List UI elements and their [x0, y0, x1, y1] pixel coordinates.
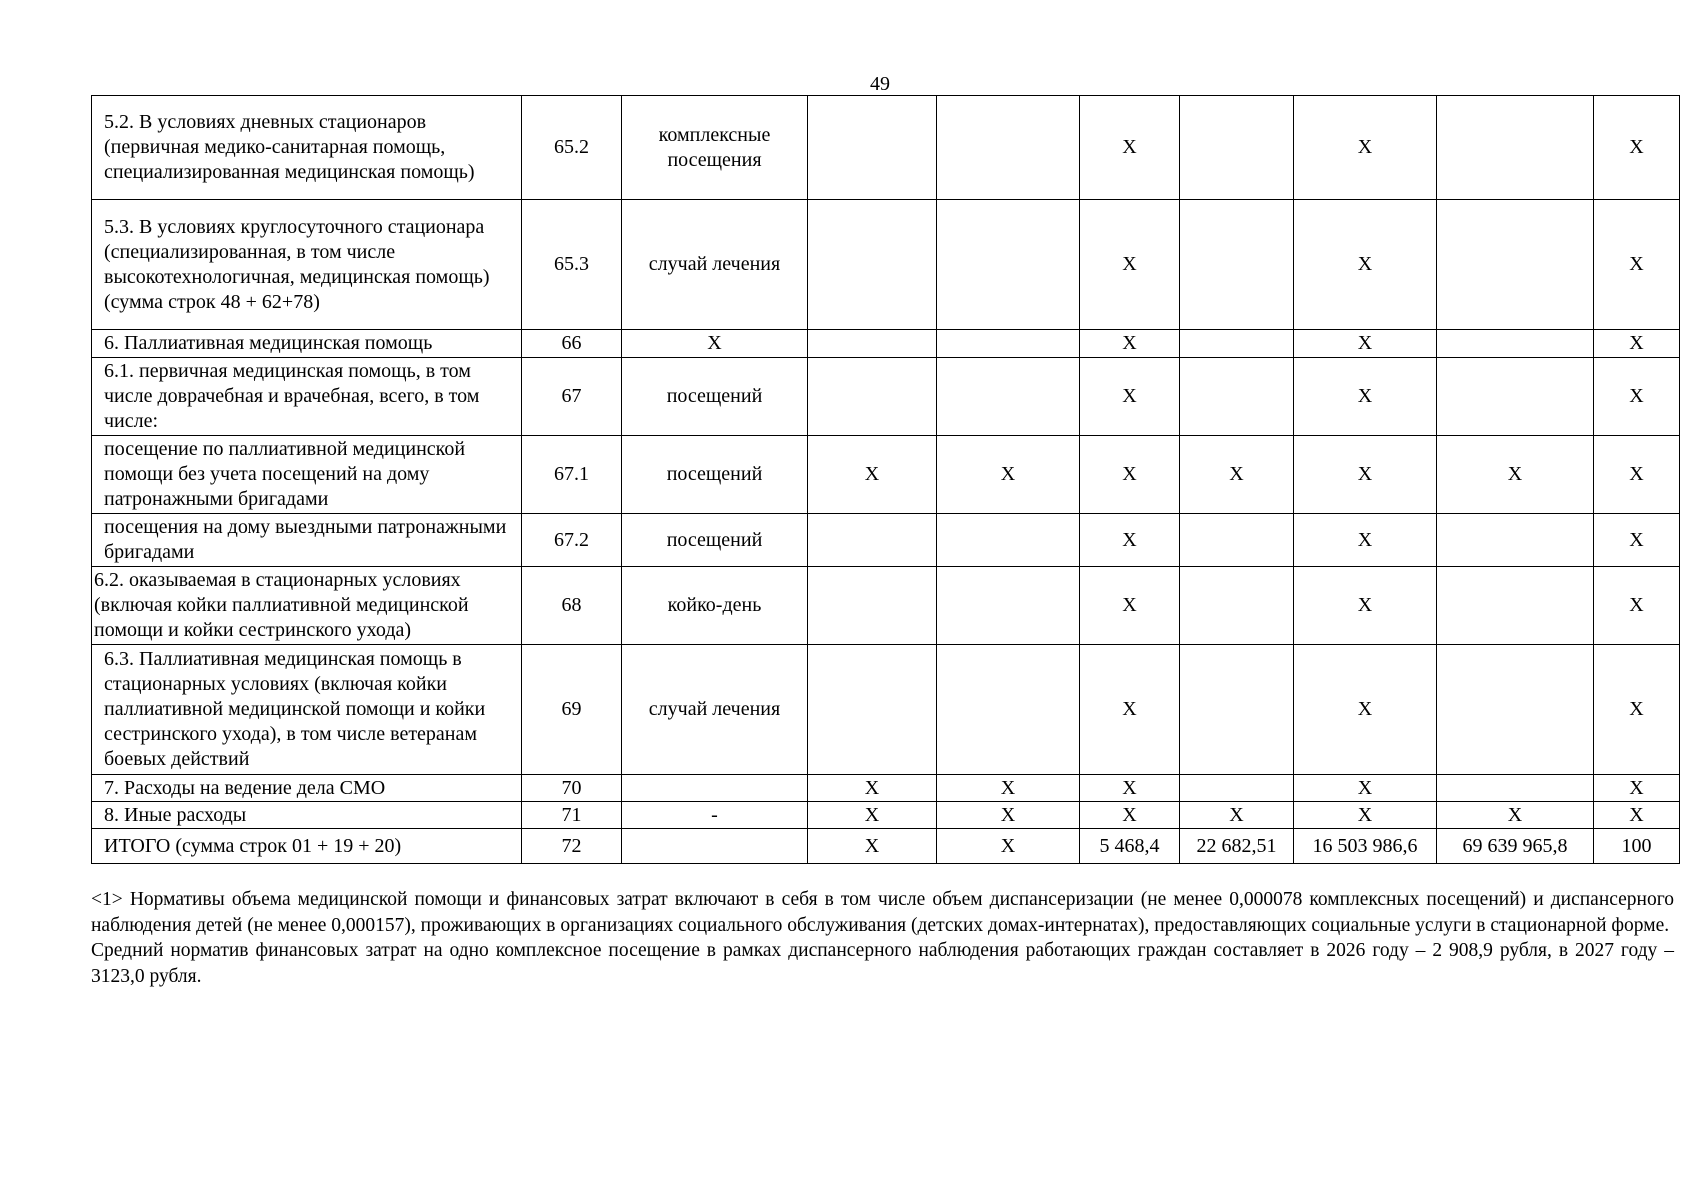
- row-cell-9: 69 639 965,8: [1437, 829, 1594, 864]
- row-cell-9: [1437, 775, 1594, 802]
- row-name: 6. Паллиативная медицинская помощь: [92, 330, 522, 358]
- row-cell-8: Х: [1294, 330, 1437, 358]
- row-cell-7: 22 682,51: [1180, 829, 1294, 864]
- row-cell-9: [1437, 567, 1594, 645]
- row-name: 8. Иные расходы: [92, 802, 522, 829]
- row-unit: посещений: [622, 436, 808, 514]
- row-cell-9: [1437, 514, 1594, 567]
- footnote-paragraph: Средний норматив финансовых затрат на одно комплексное посещение в рамках диспансерного наблюдения работающих граждан составляет в 2026 году – 2 908,9 рубля, в 2027 году – 3123,0 рубля.: [91, 940, 1674, 987]
- row-cell-8: Х: [1294, 802, 1437, 829]
- row-name: 6.3. Паллиативная медицинская помощь в стационарных условиях (включая койки паллиативной медицинской помощи и койки сестринского ухода), в том числе ветеранам боевых действий: [92, 645, 522, 775]
- row-unit: [622, 775, 808, 802]
- row-unit: случай лечения: [622, 645, 808, 775]
- row-cell-7: Х: [1180, 436, 1294, 514]
- row-code: 65.2: [522, 96, 622, 200]
- row-cell-7: [1180, 514, 1294, 567]
- row-name: посещение по паллиативной медицинской помощи без учета посещений на дому патронажными бригадами: [92, 436, 522, 514]
- row-cell-9: [1437, 358, 1594, 436]
- row-name: посещения на дому выездными патронажными бригадами: [92, 514, 522, 567]
- row-unit: случай лечения: [622, 200, 808, 330]
- row-code: 65.3: [522, 200, 622, 330]
- row-cell-6: Х: [1080, 775, 1180, 802]
- row-code: 70: [522, 775, 622, 802]
- table-row: [92, 200, 1680, 330]
- row-code: 67: [522, 358, 622, 436]
- row-cell-4: Х: [808, 775, 937, 802]
- row-unit: Х: [622, 330, 808, 358]
- financial-norms-table: [91, 95, 1680, 864]
- row-cell-9: Х: [1437, 802, 1594, 829]
- row-cell-7: [1180, 96, 1294, 200]
- row-cell-8: Х: [1294, 96, 1437, 200]
- row-cell-10: Х: [1594, 436, 1680, 514]
- row-code: 67.2: [522, 514, 622, 567]
- row-cell-10: Х: [1594, 645, 1680, 775]
- row-cell-5: [937, 330, 1080, 358]
- row-cell-8: 16 503 986,6: [1294, 829, 1437, 864]
- row-cell-8: Х: [1294, 567, 1437, 645]
- row-cell-6: Х: [1080, 645, 1180, 775]
- row-cell-8: Х: [1294, 358, 1437, 436]
- row-cell-6: 5 468,4: [1080, 829, 1180, 864]
- row-name: 5.3. В условиях круглосуточного стационара (специализированная, в том числе высокотехнологичная, медицинская помощь) (сумма строк 48 + 62+78): [92, 200, 522, 330]
- row-cell-10: Х: [1594, 330, 1680, 358]
- row-cell-6: Х: [1080, 330, 1180, 358]
- row-cell-7: [1180, 645, 1294, 775]
- table-row: [92, 436, 1680, 514]
- row-cell-6: Х: [1080, 96, 1180, 200]
- table-row: [92, 567, 1680, 645]
- row-cell-5: [937, 358, 1080, 436]
- row-name: 6.1. первичная медицинская помощь, в том числе доврачебная и врачебная, всего, в том числе:: [92, 358, 522, 436]
- table-row: [92, 96, 1680, 200]
- row-cell-9: [1437, 200, 1594, 330]
- row-cell-4: Х: [808, 802, 937, 829]
- row-cell-5: [937, 514, 1080, 567]
- row-unit: комплексные посещения: [622, 96, 808, 200]
- row-cell-10: Х: [1594, 200, 1680, 330]
- row-cell-9: [1437, 645, 1594, 775]
- row-cell-8: Х: [1294, 775, 1437, 802]
- row-cell-6: Х: [1080, 567, 1180, 645]
- row-cell-5: [937, 200, 1080, 330]
- row-unit: койко-день: [622, 567, 808, 645]
- table-row: [92, 514, 1680, 567]
- row-cell-4: [808, 200, 937, 330]
- row-cell-10: Х: [1594, 775, 1680, 802]
- row-code: 67.1: [522, 436, 622, 514]
- row-cell-10: 100: [1594, 829, 1680, 864]
- row-cell-7: [1180, 200, 1294, 330]
- table-row: [92, 358, 1680, 436]
- footnote-paragraph: <1> Нормативы объема медицинской помощи и финансовых затрат включают в себя в том числе объем диспансеризации (не менее 0,000078 комплексных посещений) и диспансерного наблюдения детей (не менее 0,000157), проживающих в организациях социального обслуживания (детских домах-интернатах), предоставляющих социальные услуги в стационарной форме.: [91, 889, 1674, 936]
- row-cell-10: Х: [1594, 514, 1680, 567]
- row-code: 68: [522, 567, 622, 645]
- row-code: 71: [522, 802, 622, 829]
- row-cell-4: [808, 514, 937, 567]
- row-unit: посещений: [622, 514, 808, 567]
- row-cell-7: [1180, 358, 1294, 436]
- row-cell-8: Х: [1294, 645, 1437, 775]
- table-row: [92, 802, 1680, 829]
- table-row: [92, 330, 1680, 358]
- row-cell-6: Х: [1080, 514, 1180, 567]
- page-number: 49: [870, 73, 890, 95]
- row-name: 7. Расходы на ведение дела СМО: [92, 775, 522, 802]
- row-cell-8: Х: [1294, 436, 1437, 514]
- row-cell-7: [1180, 330, 1294, 358]
- row-cell-6: Х: [1080, 802, 1180, 829]
- row-cell-6: Х: [1080, 358, 1180, 436]
- table-row: [92, 645, 1680, 775]
- row-cell-10: Х: [1594, 96, 1680, 200]
- row-cell-4: [808, 330, 937, 358]
- row-cell-5: Х: [937, 775, 1080, 802]
- row-cell-9: [1437, 96, 1594, 200]
- row-unit: посещений: [622, 358, 808, 436]
- row-cell-4: [808, 96, 937, 200]
- row-code: 66: [522, 330, 622, 358]
- row-cell-4: [808, 567, 937, 645]
- row-cell-6: Х: [1080, 436, 1180, 514]
- row-cell-7: [1180, 775, 1294, 802]
- row-cell-4: Х: [808, 436, 937, 514]
- table-row: [92, 775, 1680, 802]
- table-row: [92, 829, 1680, 864]
- row-cell-10: Х: [1594, 358, 1680, 436]
- row-cell-5: Х: [937, 802, 1080, 829]
- row-cell-5: [937, 645, 1080, 775]
- row-cell-5: [937, 567, 1080, 645]
- row-cell-7: [1180, 567, 1294, 645]
- row-cell-7: Х: [1180, 802, 1294, 829]
- row-name: ИТОГО (сумма строк 01 + 19 + 20): [92, 829, 522, 864]
- row-code: 69: [522, 645, 622, 775]
- row-cell-5: Х: [937, 829, 1080, 864]
- row-name: 5.2. В условиях дневных стационаров (первичная медико-санитарная помощь, специализированная медицинская помощь): [92, 96, 522, 200]
- row-cell-4: [808, 645, 937, 775]
- row-cell-4: Х: [808, 829, 937, 864]
- row-cell-8: Х: [1294, 514, 1437, 567]
- row-cell-9: Х: [1437, 436, 1594, 514]
- row-cell-8: Х: [1294, 200, 1437, 330]
- row-code: 72: [522, 829, 622, 864]
- row-cell-6: Х: [1080, 200, 1180, 330]
- row-name: 6.2. оказываемая в стационарных условиях (включая койки паллиативной медицинской помощи и койки сестринского ухода): [92, 567, 522, 645]
- row-cell-5: [937, 96, 1080, 200]
- row-unit: -: [622, 802, 808, 829]
- row-cell-10: Х: [1594, 567, 1680, 645]
- row-cell-10: Х: [1594, 802, 1680, 829]
- row-cell-9: [1437, 330, 1594, 358]
- row-unit: [622, 829, 808, 864]
- row-cell-5: Х: [937, 436, 1080, 514]
- row-cell-4: [808, 358, 937, 436]
- footnote: [91, 887, 1674, 989]
